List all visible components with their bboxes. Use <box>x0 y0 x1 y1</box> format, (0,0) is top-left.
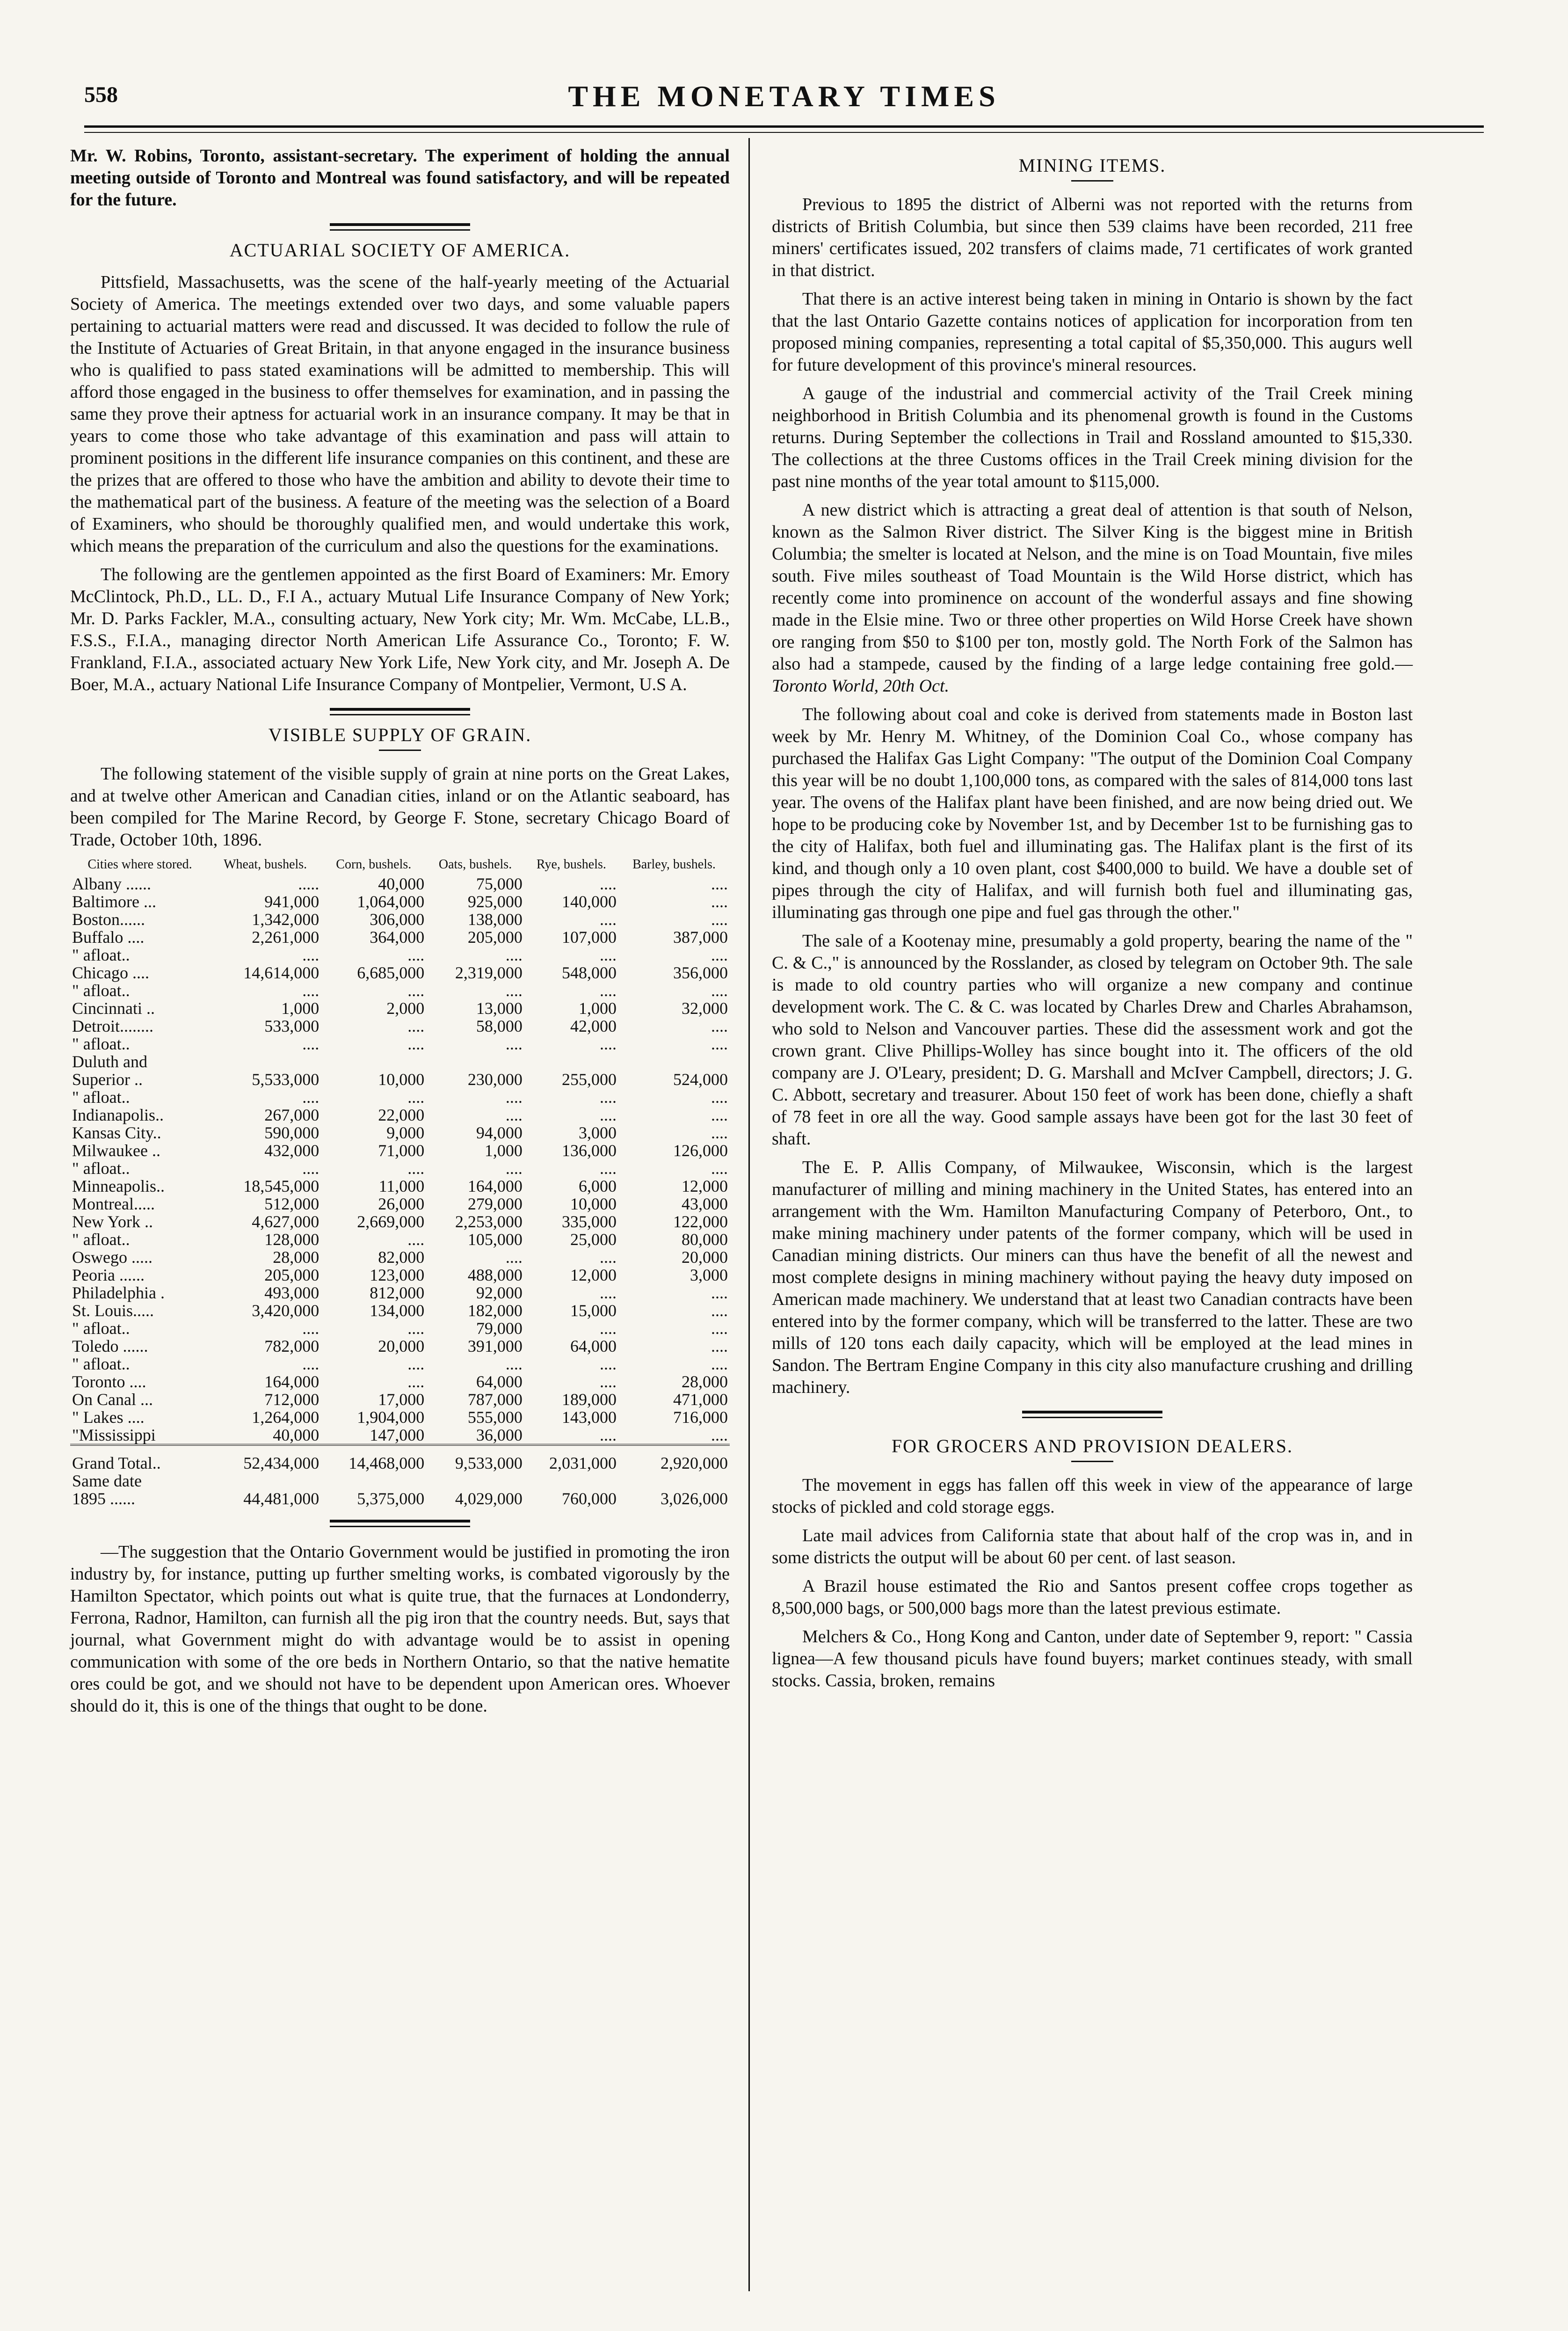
table-row <box>70 999 730 1017</box>
city-cell: Superior .. <box>72 1070 143 1089</box>
value-cell: 925,000 <box>467 892 523 911</box>
value-cell: .... <box>505 981 523 1000</box>
value-cell: 3,000 <box>578 1123 617 1142</box>
value-cell: .... <box>407 1319 425 1338</box>
value-cell: 590,000 <box>264 1123 319 1142</box>
value-cell: 28,000 <box>682 1372 728 1391</box>
value-cell: .... <box>505 946 523 964</box>
value-cell: 2,000 <box>386 999 425 1018</box>
value-cell: 279,000 <box>467 1195 523 1213</box>
grocers-paragraph: Late mail advices from California state that about half of the crop was in, and in some districts the output will be about 60 per cent. of last season. <box>772 1526 1413 1567</box>
column-header: Oats, bushels. <box>438 857 512 872</box>
city-cell: Grand Total.. <box>70 1445 210 1472</box>
city-cell: Chicago .... <box>72 963 149 982</box>
table-row <box>70 1017 730 1035</box>
value-cell: .... <box>711 946 728 964</box>
value-cell: 1,000 <box>578 999 617 1018</box>
table-row <box>70 1408 730 1426</box>
table-row <box>70 1373 730 1391</box>
city-cell: 1895 ...... <box>72 1489 135 1508</box>
table-row <box>70 1035 730 1053</box>
value-cell: .... <box>711 1301 728 1320</box>
table-row <box>70 875 730 893</box>
value-cell: 32,000 <box>682 999 728 1018</box>
table-row <box>70 1248 730 1266</box>
value-cell: .... <box>407 1372 425 1391</box>
value-cell: 26,000 <box>378 1195 425 1213</box>
city-cell: " afloat.. <box>72 1230 130 1249</box>
city-cell: " afloat.. <box>72 1355 130 1373</box>
value-cell: 28,000 <box>273 1248 319 1267</box>
value-cell: .... <box>407 981 425 1000</box>
value-cell: .... <box>302 946 319 964</box>
value-cell: 1,064,000 <box>357 892 425 911</box>
value-cell <box>426 1472 524 1490</box>
table-row <box>70 1231 730 1248</box>
value-cell: 2,669,000 <box>357 1212 425 1231</box>
value-cell: 1,000 <box>484 1141 523 1160</box>
column-header: Cities where stored. <box>87 857 192 872</box>
city-cell: Buffalo .... <box>72 928 145 947</box>
table-row <box>70 1355 730 1373</box>
value-cell <box>210 1472 321 1490</box>
city-cell: " afloat.. <box>72 1159 130 1178</box>
table-row <box>70 911 730 928</box>
table-row <box>70 1319 730 1337</box>
table-row <box>70 1472 730 1490</box>
value-cell: 432,000 <box>264 1141 319 1160</box>
city-cell: "Mississippi <box>72 1426 156 1444</box>
value-cell: .... <box>407 1230 425 1249</box>
value-cell: 712,000 <box>264 1390 319 1409</box>
grain-table-header <box>70 858 730 875</box>
value-cell: 941,000 <box>264 892 319 911</box>
value-cell: 512,000 <box>264 1195 319 1213</box>
page-header <box>84 82 1484 119</box>
value-cell: .... <box>711 1426 728 1444</box>
value-cell: .... <box>711 1034 728 1053</box>
value-cell <box>321 1472 426 1490</box>
value-cell: 14,614,000 <box>243 963 319 982</box>
value-cell: .... <box>599 1319 617 1338</box>
value-cell: 18,545,000 <box>243 1177 319 1195</box>
value-cell: 2,253,000 <box>455 1212 523 1231</box>
actuarial-paragraph: Pittsfield, Massachusetts, was the scene of the half-yearly meeting of the Actuarial Society of America. The meetings extended over two days, and some valuable papers pertaining to actuarial matters were read and discussed. It was decided to follow the rule of the Institute of Actuaries of Great Britain, in that anyone engaged in the insurance business who is qualified to pass stated examinations will be admitted to membership. This will afford those engaged in the business to offer themselves for examination, and in passing the same they prove their aptness for actuarial work in an insurance company. It may be that in years to come those who take advantage of this examination and pass will attain to prominent positions in the different life insurance companies on this continent, and these are the prizes that are offered to those who have the ambition and ability to devote their time to the mathematical part of the business. A feature of the meeting was the selection of a Board of Examiners, who should be thoroughly qualified men, and would undertake this work, which means the preparation of the curriculum and also the questions for the examinations. <box>70 272 730 556</box>
table-row <box>70 1177 730 1195</box>
value-cell: 533,000 <box>264 1017 319 1035</box>
value-cell: 267,000 <box>264 1106 319 1124</box>
value-cell: 12,000 <box>570 1266 617 1284</box>
value-cell: 493,000 <box>264 1283 319 1302</box>
value-cell: 189,000 <box>561 1390 617 1409</box>
column-header: Wheat, bushels. <box>224 857 307 872</box>
value-cell: 128,000 <box>264 1230 319 1249</box>
city-cell: " afloat.. <box>72 1034 130 1053</box>
mining-paragraph <box>772 499 1413 697</box>
value-cell: 40,000 <box>273 1426 319 1444</box>
title-underline <box>1071 180 1113 182</box>
page-number: 558 <box>84 82 118 107</box>
table-row <box>70 1053 730 1071</box>
value-cell: 4,627,000 <box>252 1212 319 1231</box>
value-cell: .... <box>407 1159 425 1178</box>
city-cell: Philadelphia . <box>72 1283 165 1302</box>
value-cell: .... <box>599 1355 617 1373</box>
city-cell: Detroit........ <box>72 1017 153 1035</box>
header-rule <box>84 125 1484 128</box>
city-cell: " afloat.. <box>72 1319 130 1338</box>
value-cell: 787,000 <box>467 1390 523 1409</box>
mining-paragraph: Previous to 1895 the district of Alberni was not reported with the returns from districts of British Columbia, but since then 539 claims have been recorded, 211 free miners' certificates issued, 202 transfers of claims made, 71 certificates of work granted in that district. <box>772 195 1413 280</box>
value-cell: 20,000 <box>378 1337 425 1355</box>
section-title-actuarial: ACTUARIAL SOCIETY OF AMERICA. <box>229 240 571 261</box>
grain-paragraph: The following statement of the visible supply of grain at nine ports on the Great Lakes, and at twelve other American and Canadian cities, inland or on the Atlantic seaboard, has been compiled for The Marine Record, by George F. Stone, secretary Chicago Board of Trade, October 10th, 1896. <box>70 764 730 850</box>
value-cell: .... <box>599 1106 617 1124</box>
value-cell <box>321 1053 426 1071</box>
value-cell <box>618 1472 730 1490</box>
city-cell: " afloat.. <box>72 946 130 964</box>
value-cell: .... <box>599 910 617 929</box>
value-cell: .... <box>599 1248 617 1267</box>
column-header: Barley, bushels. <box>632 857 716 872</box>
value-cell: 11,000 <box>378 1177 425 1195</box>
value-cell: .... <box>407 1017 425 1035</box>
value-cell <box>524 1472 618 1490</box>
grain-table-totals <box>70 1445 730 1508</box>
value-cell: .... <box>505 1248 523 1267</box>
table-row <box>70 928 730 946</box>
grain-table-body <box>70 875 730 1445</box>
value-cell: 306,000 <box>370 910 425 929</box>
value-cell: 15,000 <box>570 1301 617 1320</box>
value-cell <box>524 1053 618 1071</box>
title-underline <box>379 750 421 751</box>
intro-paragraph: Mr. W. Robins, Toronto, assistant-secretary. The experiment of holding the annual meeting outside of Toronto and Montreal was found satisfactory, and will be repeated for the future. <box>70 146 730 210</box>
table-row <box>70 1490 730 1508</box>
value-cell: .... <box>711 1017 728 1035</box>
value-cell: .... <box>599 874 617 893</box>
value-cell: 147,000 <box>370 1426 425 1444</box>
value-cell: 44,481,000 <box>243 1489 319 1508</box>
value-cell: .... <box>599 946 617 964</box>
section-divider <box>330 708 470 715</box>
value-cell: .... <box>505 1088 523 1107</box>
mining-paragraph: The sale of a Kootenay mine, presumably a gold property, bearing the name of the " C. & C.," is announced by the Rosslander, as closed by telegram on October 9th. The sale is made to old country parties who will organize a new company and continue development work. The C. & C. was located by Charles Drew and Charles Abrahamson, who sold to Nelson and Vancouver parties. These did the assessment work and got the crown grant. Clive Phillips-Wolley has since bought into it. The officers of the old company are J. O'Leary, president; D. G. Marshall and McIver Campbell, directors; J. G. C. Abbott, secretary and treasurer. About 150 feet of work has been done, chiefly a shaft of 78 feet in ore all the way. Good sample assays have been got for the last 30 feet of shaft. <box>772 931 1413 1149</box>
value-cell: 123,000 <box>370 1266 425 1284</box>
value-cell: 1,000 <box>281 999 319 1018</box>
value-cell: 2,031,000 <box>524 1445 618 1472</box>
value-cell: 6,000 <box>578 1177 617 1195</box>
value-cell: 75,000 <box>476 874 523 893</box>
grocers-paragraph: A Brazil house estimated the Rio and Santos present coffee crops together as 8,500,000 bags, or 500,000 bags more than the latest previous estimate. <box>772 1576 1413 1618</box>
table-row <box>70 1124 730 1142</box>
table-row <box>70 1284 730 1302</box>
value-cell: 82,000 <box>378 1248 425 1267</box>
value-cell: .... <box>302 1034 319 1053</box>
value-cell: 22,000 <box>378 1106 425 1124</box>
value-cell: 52,434,000 <box>210 1445 321 1472</box>
value-cell: 812,000 <box>370 1283 425 1302</box>
right-column <box>772 145 1413 1698</box>
value-cell: 71,000 <box>378 1141 425 1160</box>
mining-paragraph: The E. P. Allis Company, of Milwaukee, Wisconsin, which is the largest manufacturer of milling and mining machinery in the United States, has entered into an arrangement with the Wm. Hamilton Manufacturing Company of Peterboro, Ont., to make mining machinery under patents of the former company, which will be used in Canadian mining districts. Our miners can thus have the benefit of all the newest and most complete designs in mining machinery without paying the heavy duty imposed on American made machinery. We understand that at least two Canadian contracts have been entered into by the former company, which will be transferred to the latter. These are two mills of 120 tons each daily capacity, which will be employed at the lead mines in Sandon. The Bertram Engine Company in this city also manufacture crushing and drilling machinery. <box>772 1158 1413 1397</box>
column-header: Corn, bushels. <box>336 857 412 872</box>
city-cell: Toronto .... <box>72 1372 146 1391</box>
section-divider <box>330 223 470 231</box>
mining-paragraph: A gauge of the industrial and commercial activity of the Trail Creek mining neighborhood in British Columbia and its phenomenal growth is found in the Customs returns. During September the collections in Trail and Rossland amounted to $15,330. The collections at the three Customs offices in the Trail Creek mining division for the past nine months of the year total amount to $115,000. <box>772 384 1413 491</box>
value-cell: 1,904,000 <box>357 1408 425 1427</box>
value-cell: 782,000 <box>264 1337 319 1355</box>
value-cell: .... <box>711 1355 728 1373</box>
value-cell: .... <box>407 1088 425 1107</box>
city-cell: Minneapolis.. <box>72 1177 165 1195</box>
value-cell: 555,000 <box>467 1408 523 1427</box>
value-cell: .... <box>599 1034 617 1053</box>
value-cell: 43,000 <box>682 1195 728 1213</box>
value-cell: 64,000 <box>570 1337 617 1355</box>
table-row <box>70 1391 730 1408</box>
value-cell: 387,000 <box>673 928 728 947</box>
value-cell: 64,000 <box>476 1372 523 1391</box>
city-cell: Oswego ..... <box>72 1248 152 1267</box>
table-row <box>70 1159 730 1177</box>
value-cell: .... <box>711 1123 728 1142</box>
value-cell: .... <box>505 1159 523 1178</box>
value-cell: 42,000 <box>570 1017 617 1035</box>
value-cell: .... <box>407 1355 425 1373</box>
city-cell: Montreal..... <box>72 1195 155 1213</box>
value-cell: .... <box>302 1088 319 1107</box>
value-cell: 5,375,000 <box>357 1489 425 1508</box>
value-cell: .... <box>302 981 319 1000</box>
value-cell: 205,000 <box>264 1266 319 1284</box>
value-cell: 2,319,000 <box>455 963 523 982</box>
value-cell: 9,533,000 <box>426 1445 524 1472</box>
city-cell: Toledo ...... <box>72 1337 148 1355</box>
value-cell: 126,000 <box>673 1141 728 1160</box>
grocers-paragraph: Melchers & Co., Hong Kong and Canton, under date of September 9, report: " Cassia lignea—A few thousand piculs have found buyers; market continues steady, with small stocks. Cassia, broken, remains <box>772 1627 1413 1690</box>
value-cell: 36,000 <box>476 1426 523 1444</box>
value-cell: 10,000 <box>378 1070 425 1089</box>
value-cell: .... <box>599 1283 617 1302</box>
city-cell: Cincinnati .. <box>72 999 155 1018</box>
city-cell: Milwaukee .. <box>72 1141 160 1160</box>
city-cell: Kansas City.. <box>72 1123 161 1142</box>
value-cell: 94,000 <box>476 1123 523 1142</box>
source-credit: Toronto World, 20th Oct. <box>772 676 950 696</box>
value-cell: 58,000 <box>476 1017 523 1035</box>
value-cell: 17,000 <box>378 1390 425 1409</box>
masthead-title: THE MONETARY TIMES <box>568 80 1000 113</box>
grain-table <box>70 858 730 1508</box>
value-cell: 6,685,000 <box>357 963 425 982</box>
value-cell: 3,000 <box>690 1266 728 1284</box>
mining-paragraph: That there is an active interest being taken in mining in Ontario is shown by the fact that the last Ontario Gazette contains notices of application for incorporation from ten proposed mining companies, representing a total capital of $5,350,000. This augurs well for future development of this province's mineral resources. <box>772 289 1413 375</box>
value-cell: .... <box>711 1319 728 1338</box>
value-cell <box>426 1053 524 1071</box>
table-row <box>70 1426 730 1445</box>
ontario-paragraph: —The suggestion that the Ontario Government would be justified in promoting the iron industry by, for instance, putting up further smelting works, is combated vigorously by the Hamilton Spectator, which points out what is quite true, that the furnaces at Londonderry, Ferrona, Radnor, Hamilton, can furnish all the pig iron that the country needs. But, says that journal, what Government might do with advantage would be to assist in opening communication with some of the ore beds in Northern Ontario, so that the native hematite ores could be got, and we should not have to be dependent upon American ores. Whoever should do it, this is one of the things that ought to be done. <box>70 1542 730 1716</box>
city-cell: Same date <box>72 1471 142 1490</box>
value-cell: 471,000 <box>673 1390 728 1409</box>
table-row <box>70 1071 730 1088</box>
table-row <box>70 1106 730 1124</box>
table-row <box>70 1445 730 1472</box>
value-cell: 80,000 <box>682 1230 728 1249</box>
value-cell: .... <box>711 1337 728 1355</box>
city-cell: " afloat.. <box>72 981 130 1000</box>
value-cell: .... <box>711 981 728 1000</box>
mining-paragraph: The following about coal and coke is derived from statements made in Boston last week by Mr. Henry M. Whitney, of the Dominion Coal Co., whose company has purchased the Halifax Gas Light Company: "The output of the Dominion Coal Company this year will be no doubt 1,100,000 tons, as compared with the sales of 814,000 tons last year. The ovens of the Halifax plant have been finished, and are now being dried out. We hope to be producing coke by November 1st, and by December 1st to be furnishing gas to the city of Halifax, both fuel and illuminating gas. The Halifax plant is the first of its kind, and though only a 10 oven plant, cost $400,000 to build. We have a double set of pipes through the city of Halifax, and will furnish both fuel and illuminating gas, illuminating gas through one pipe and fuel gas through the other." <box>772 705 1413 922</box>
table-row <box>70 1142 730 1159</box>
value-cell: .... <box>407 1034 425 1053</box>
table-row <box>70 1213 730 1231</box>
value-cell: 92,000 <box>476 1283 523 1302</box>
value-cell: 716,000 <box>673 1408 728 1427</box>
section-divider <box>1022 1411 1162 1418</box>
value-cell: 14,468,000 <box>321 1445 426 1472</box>
grocers-paragraph: The movement in eggs has fallen off this week in view of the appearance of large stocks of pickled and cold storage eggs. <box>772 1475 1413 1517</box>
left-column <box>70 145 730 1724</box>
value-cell: 143,000 <box>561 1408 617 1427</box>
table-row <box>70 1088 730 1106</box>
value-cell: 391,000 <box>467 1337 523 1355</box>
value-cell: 164,000 <box>467 1177 523 1195</box>
value-cell: 356,000 <box>673 963 728 982</box>
value-cell: 255,000 <box>561 1070 617 1089</box>
value-cell: 10,000 <box>570 1195 617 1213</box>
city-cell: On Canal ... <box>72 1390 153 1409</box>
table-row <box>70 1266 730 1284</box>
value-cell: .... <box>599 1372 617 1391</box>
value-cell: .... <box>302 1159 319 1178</box>
value-cell: 140,000 <box>561 892 617 911</box>
value-cell: 4,029,000 <box>455 1489 523 1508</box>
city-cell: Boston...... <box>72 910 145 929</box>
actuarial-paragraph: The following are the gentlemen appointed as the first Board of Examiners: Mr. Emory McClintock, Ph.D., LL. D., F.I A., actuary Mutual Life Insurance Company of New York; Mr. D. Parks Fackler, M.A., consulting actuary, New York city; Mr. Wm. McCabe, LL.B., F.S.S., F.I.A., managing director North American Life Assurance Co., Toronto; F. W. Frankland, F.I.A., associated actuary New York Life, New York city, and Mr. Joseph A. De Boer, M.A., actuary National Life Insurance Company of Montpelier, Vermont, U.S A. <box>70 565 730 694</box>
value-cell: ..... <box>298 874 319 893</box>
value-cell: .... <box>711 892 728 911</box>
section-divider <box>330 1520 470 1527</box>
value-cell: 136,000 <box>561 1141 617 1160</box>
city-cell: New York .. <box>72 1212 153 1231</box>
value-cell: 364,000 <box>370 928 425 947</box>
value-cell: .... <box>505 1355 523 1373</box>
header-rule-thin <box>84 132 1484 133</box>
value-cell: .... <box>711 1106 728 1124</box>
city-cell: Indianapolis.. <box>72 1106 164 1124</box>
value-cell: .... <box>599 1159 617 1178</box>
section-title-mining: MINING ITEMS. <box>1018 155 1166 176</box>
value-cell: 164,000 <box>264 1372 319 1391</box>
value-cell: 3,026,000 <box>661 1489 728 1508</box>
value-cell: 20,000 <box>682 1248 728 1267</box>
value-cell: 105,000 <box>467 1230 523 1249</box>
value-cell: .... <box>711 1283 728 1302</box>
value-cell: 13,000 <box>476 999 523 1018</box>
value-cell: 2,920,000 <box>618 1445 730 1472</box>
value-cell: 230,000 <box>467 1070 523 1089</box>
table-row <box>70 1302 730 1319</box>
table-row <box>70 964 730 982</box>
value-cell: 40,000 <box>378 874 425 893</box>
value-cell: .... <box>505 1034 523 1053</box>
value-cell: 3,420,000 <box>252 1301 319 1320</box>
mining-paragraph-text: A new district which is attracting a great deal of attention is that south of Nelson, known as the Salmon River district. The Silver King is the biggest mine in British Columbia; the smelter is located at Nelson, and the mine is on Toad Mountain, five miles south. Five miles southeast of Toad Mountain is the Wild Horse district, which has recently come into prominence on account of the wonderful assays and fine showing made in the Elsie mine. Two or three other properties on Wild Horse Creek have shown ore ranging from $50 to $100 per ton, mostly gold. The North Fork of the Salmon has also had a stampede, caused by the finding of a large ledge containing free gold.— <box>772 500 1413 674</box>
value-cell: 5,533,000 <box>252 1070 319 1089</box>
city-cell: St. Louis..... <box>72 1301 154 1320</box>
value-cell: 79,000 <box>476 1319 523 1338</box>
title-underline <box>1071 1461 1113 1462</box>
value-cell: 335,000 <box>561 1212 617 1231</box>
city-cell: " Lakes .... <box>72 1408 145 1427</box>
section-title-grocers: FOR GROCERS AND PROVISION DEALERS. <box>891 1435 1293 1457</box>
value-cell: .... <box>599 981 617 1000</box>
value-cell: .... <box>711 1159 728 1178</box>
city-cell: Baltimore ... <box>72 892 156 911</box>
table-row <box>70 1195 730 1213</box>
column-header: Rye, bushels. <box>536 857 606 872</box>
value-cell: 107,000 <box>561 928 617 947</box>
value-cell: .... <box>599 1088 617 1107</box>
value-cell: 1,264,000 <box>252 1408 319 1427</box>
value-cell: 122,000 <box>673 1212 728 1231</box>
value-cell: .... <box>407 946 425 964</box>
value-cell: 760,000 <box>561 1489 617 1508</box>
value-cell: .... <box>302 1319 319 1338</box>
value-cell: .... <box>505 1106 523 1124</box>
value-cell <box>618 1053 730 1071</box>
value-cell: 12,000 <box>682 1177 728 1195</box>
value-cell: 1,342,000 <box>252 910 319 929</box>
value-cell: 524,000 <box>673 1070 728 1089</box>
value-cell: 205,000 <box>467 928 523 947</box>
value-cell <box>210 1053 321 1071</box>
value-cell: 138,000 <box>467 910 523 929</box>
city-cell: " afloat.. <box>72 1088 130 1107</box>
city-cell: Albany ...... <box>72 874 151 893</box>
section-title-grain: VISIBLE SUPPLY OF GRAIN. <box>268 724 532 745</box>
value-cell: 548,000 <box>561 963 617 982</box>
value-cell: 488,000 <box>467 1266 523 1284</box>
table-row <box>70 893 730 911</box>
value-cell: 9,000 <box>386 1123 425 1142</box>
table-row <box>70 946 730 964</box>
column-separator <box>748 138 750 2291</box>
table-row <box>70 982 730 999</box>
value-cell: 134,000 <box>370 1301 425 1320</box>
city-cell: Peoria ...... <box>72 1266 145 1284</box>
city-cell: Duluth and <box>72 1052 147 1071</box>
value-cell: 182,000 <box>467 1301 523 1320</box>
value-cell: 2,261,000 <box>252 928 319 947</box>
value-cell: .... <box>711 1088 728 1107</box>
table-row <box>70 1337 730 1355</box>
value-cell: .... <box>302 1355 319 1373</box>
value-cell: .... <box>711 874 728 893</box>
value-cell: .... <box>711 910 728 929</box>
value-cell: .... <box>599 1426 617 1444</box>
value-cell: 25,000 <box>570 1230 617 1249</box>
